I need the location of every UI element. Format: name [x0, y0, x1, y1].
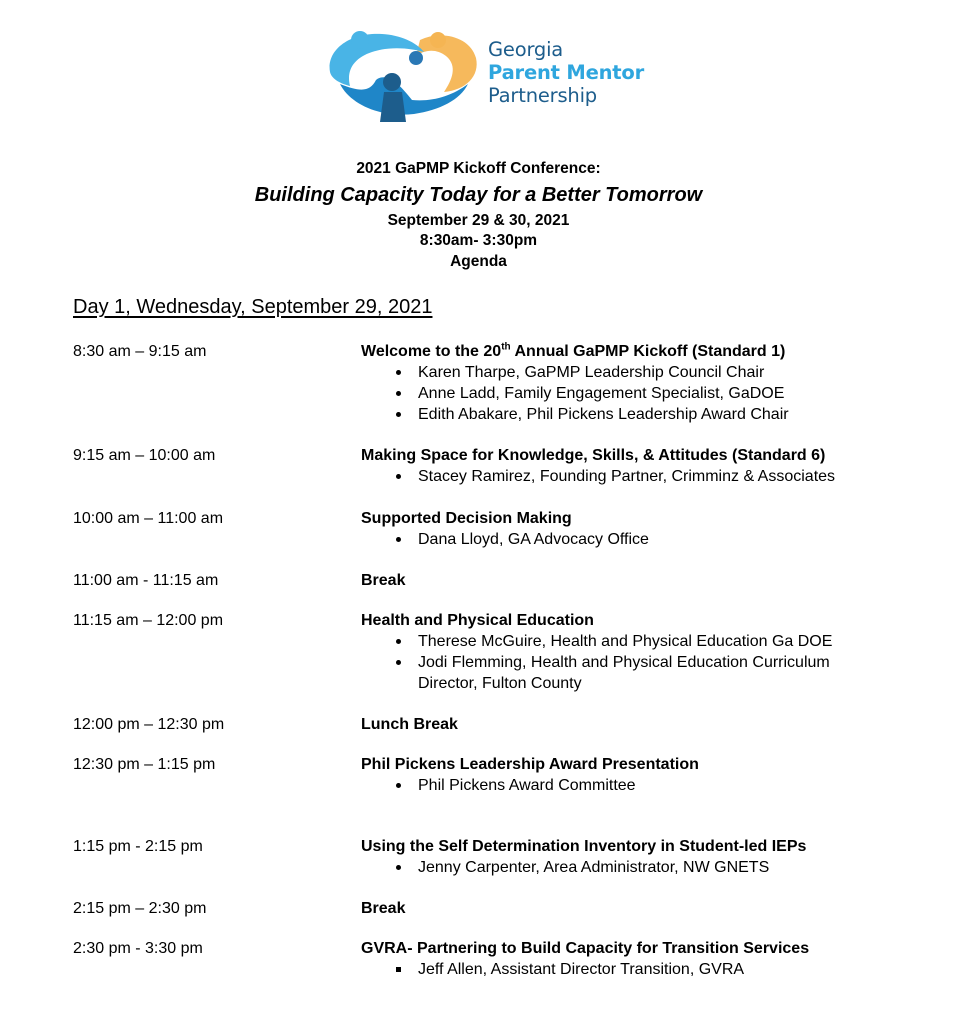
speaker-item: Karen Tharpe, GaPMP Leadership Council Chair	[361, 362, 918, 383]
session-title	[361, 341, 901, 362]
conference-dates: September 29 & 30, 2021	[387, 212, 570, 229]
session-time: 10:00 am – 11:00 am	[73, 510, 224, 527]
session-title: Using the Self Determination Inventory in Student-led IEPs	[361, 838, 807, 855]
session-title: Lunch Break	[361, 716, 458, 733]
session-title: Making Space for Knowledge, Skills, & Attitudes (Standard 6)	[361, 447, 826, 464]
speaker-item: Stacey Ramirez, Founding Partner, Crimminz & Associates	[361, 466, 918, 487]
speaker-list	[361, 529, 901, 550]
logo-wordmark	[488, 38, 644, 107]
session-time: 1:15 pm - 2:15 pm	[73, 838, 203, 855]
speaker-list	[361, 775, 901, 796]
session-title: Supported Decision Making	[361, 510, 572, 527]
session-time: 12:30 pm – 1:15 pm	[73, 756, 216, 773]
conference-theme: Building Capacity Today for a Better Tomorrow	[254, 184, 703, 206]
session-title-text: Annual GaPMP Kickoff (Standard 1)	[510, 343, 786, 360]
day-1-heading: Day 1, Wednesday, September 29, 2021	[73, 296, 433, 318]
session-detail	[361, 508, 901, 550]
speaker-list	[361, 857, 901, 878]
speaker-item: Jeff Allen, Assistant Director Transition, GVRA	[361, 959, 918, 980]
session-time: 2:30 pm - 3:30 pm	[73, 940, 203, 957]
session-title: Health and Physical Education	[361, 612, 594, 629]
session-detail	[361, 754, 901, 796]
session-title: Break	[361, 572, 406, 589]
session-detail	[361, 445, 901, 487]
ordinal-suffix: th	[501, 341, 511, 353]
session-time: 11:00 am - 11:15 am	[73, 572, 219, 589]
logo-line-2: Parent Mentor	[488, 61, 645, 84]
speaker-list	[361, 466, 901, 487]
speaker-item: Jenny Carpenter, Area Administrator, NW GNETS	[361, 857, 918, 878]
logo-line-3: Partnership	[488, 84, 597, 107]
session-time: 12:00 pm – 12:30 pm	[73, 716, 225, 733]
session-time: 11:15 am – 12:00 pm	[73, 612, 224, 629]
session-title-text: Welcome to the 20	[361, 343, 502, 360]
session-time: 2:15 pm – 2:30 pm	[73, 900, 207, 917]
session-detail	[361, 341, 901, 425]
logo-line-1: Georgia	[488, 38, 564, 61]
speaker-item: Anne Ladd, Family Engagement Specialist, GaDOE	[361, 383, 918, 404]
session-title: Phil Pickens Leadership Award Presentation	[361, 756, 699, 773]
speaker-item: Jodi Flemming, Health and Physical Education Curriculum Director, Fulton County	[361, 652, 878, 694]
conference-title: 2021 GaPMP Kickoff Conference:	[356, 160, 601, 177]
speaker-list	[361, 362, 901, 425]
conference-hours: 8:30am- 3:30pm	[419, 232, 538, 249]
agenda-label: Agenda	[450, 253, 507, 270]
gapmp-logo	[320, 22, 660, 128]
session-time: 9:15 am – 10:00 am	[73, 447, 216, 464]
speaker-list	[361, 631, 901, 694]
speaker-item: Edith Abakare, Phil Pickens Leadership Award Chair	[361, 404, 918, 425]
speaker-list	[361, 959, 901, 980]
session-title: Break	[361, 900, 406, 917]
session-detail	[361, 610, 901, 694]
people-circle-icon	[320, 22, 490, 128]
session-title: GVRA- Partnering to Build Capacity for Transition Services	[361, 940, 810, 957]
speaker-item: Dana Lloyd, GA Advocacy Office	[361, 529, 918, 550]
session-detail	[361, 938, 901, 980]
session-detail	[361, 570, 901, 591]
session-time: 8:30 am – 9:15 am	[73, 343, 207, 360]
session-detail	[361, 898, 901, 919]
speaker-item: Therese McGuire, Health and Physical Education Ga DOE	[361, 631, 918, 652]
session-detail	[361, 714, 901, 735]
speaker-item: Phil Pickens Award Committee	[361, 775, 918, 796]
session-detail	[361, 836, 901, 878]
